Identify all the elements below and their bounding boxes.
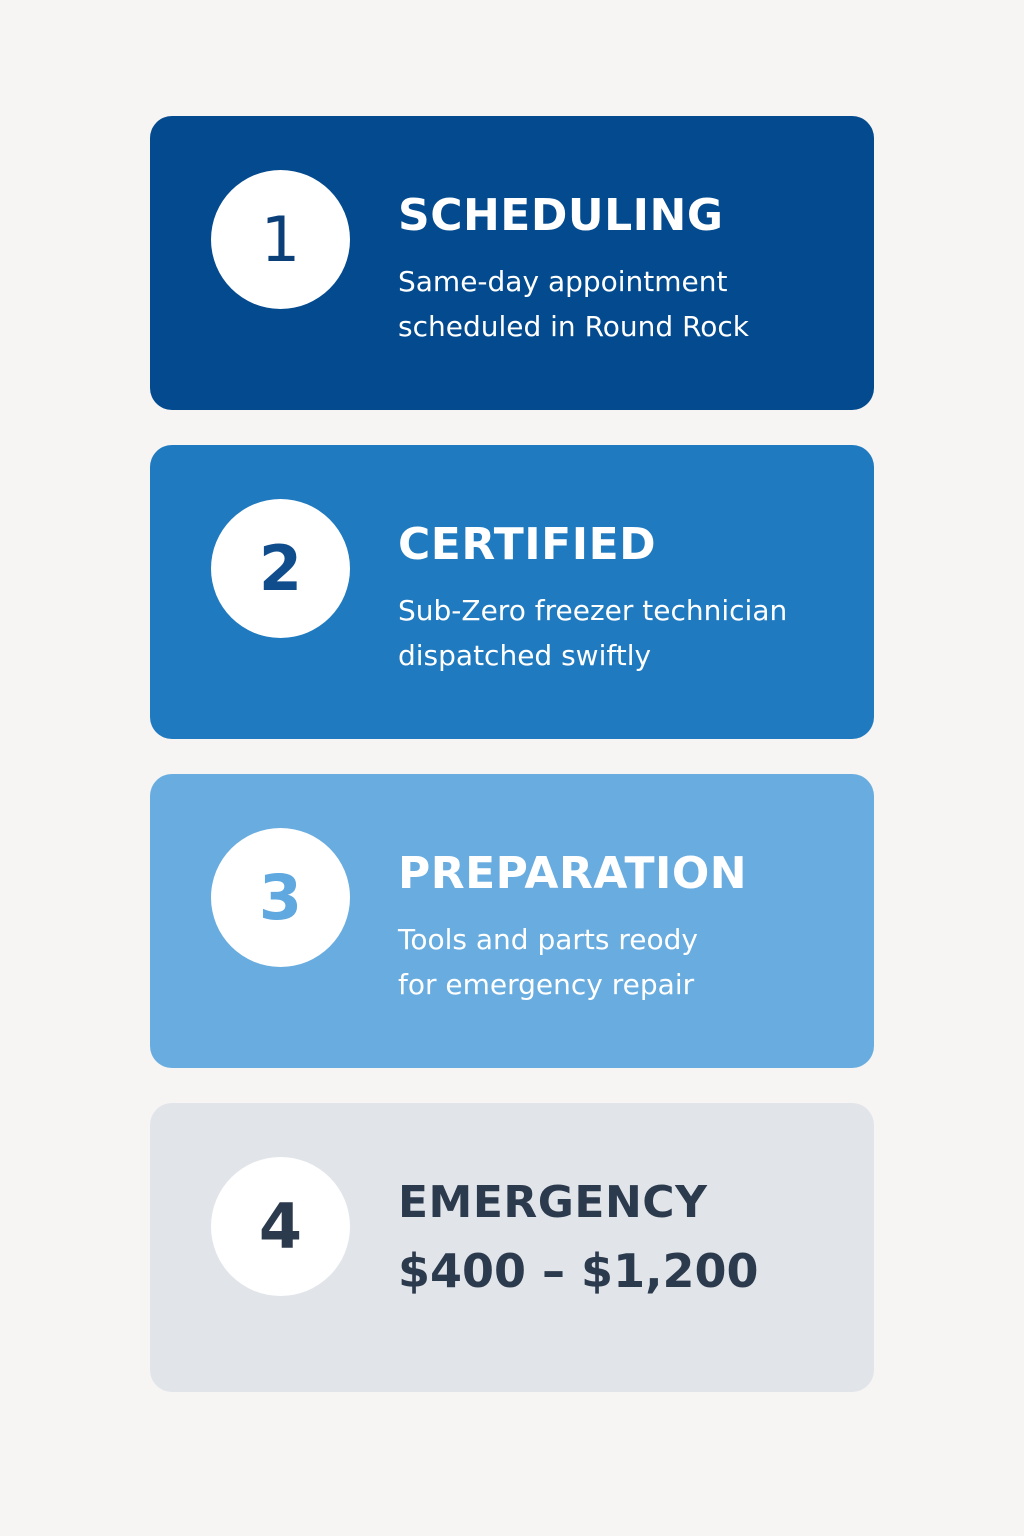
step-number: 2 xyxy=(258,531,303,605)
step-description-line: Sub-Zero freezer technician xyxy=(398,594,788,627)
step-number: 3 xyxy=(258,860,303,934)
step-description-line: Same-day appointment xyxy=(398,265,728,298)
step-description-line: scheduled in Round Rock xyxy=(398,310,750,343)
step-description-line: dispatched swiftly xyxy=(398,639,652,672)
step-card-certified xyxy=(150,445,874,739)
step-number-badge xyxy=(211,828,350,967)
price-range: $400 – $1,200 xyxy=(398,1244,759,1298)
step-number-badge xyxy=(211,1157,350,1296)
step-title: EMERGENCY xyxy=(398,1177,708,1228)
step-card-preparation xyxy=(150,774,874,1068)
step-card-scheduling xyxy=(150,116,874,410)
step-description xyxy=(398,259,848,349)
step-description-line: Tools and parts reody xyxy=(398,923,698,956)
step-title: PREPARATION xyxy=(398,848,748,899)
step-description-line: for emergency repair xyxy=(398,968,695,1001)
process-steps xyxy=(150,116,874,1392)
step-number-badge xyxy=(211,170,350,309)
step-card-emergency xyxy=(150,1103,874,1392)
step-description xyxy=(398,917,848,1007)
step-title: CERTIFIED xyxy=(398,519,657,570)
step-title: SCHEDULING xyxy=(398,190,724,241)
step-number: 1 xyxy=(260,202,301,276)
step-number-badge xyxy=(211,499,350,638)
step-number: 4 xyxy=(258,1189,303,1263)
step-description xyxy=(398,588,848,678)
